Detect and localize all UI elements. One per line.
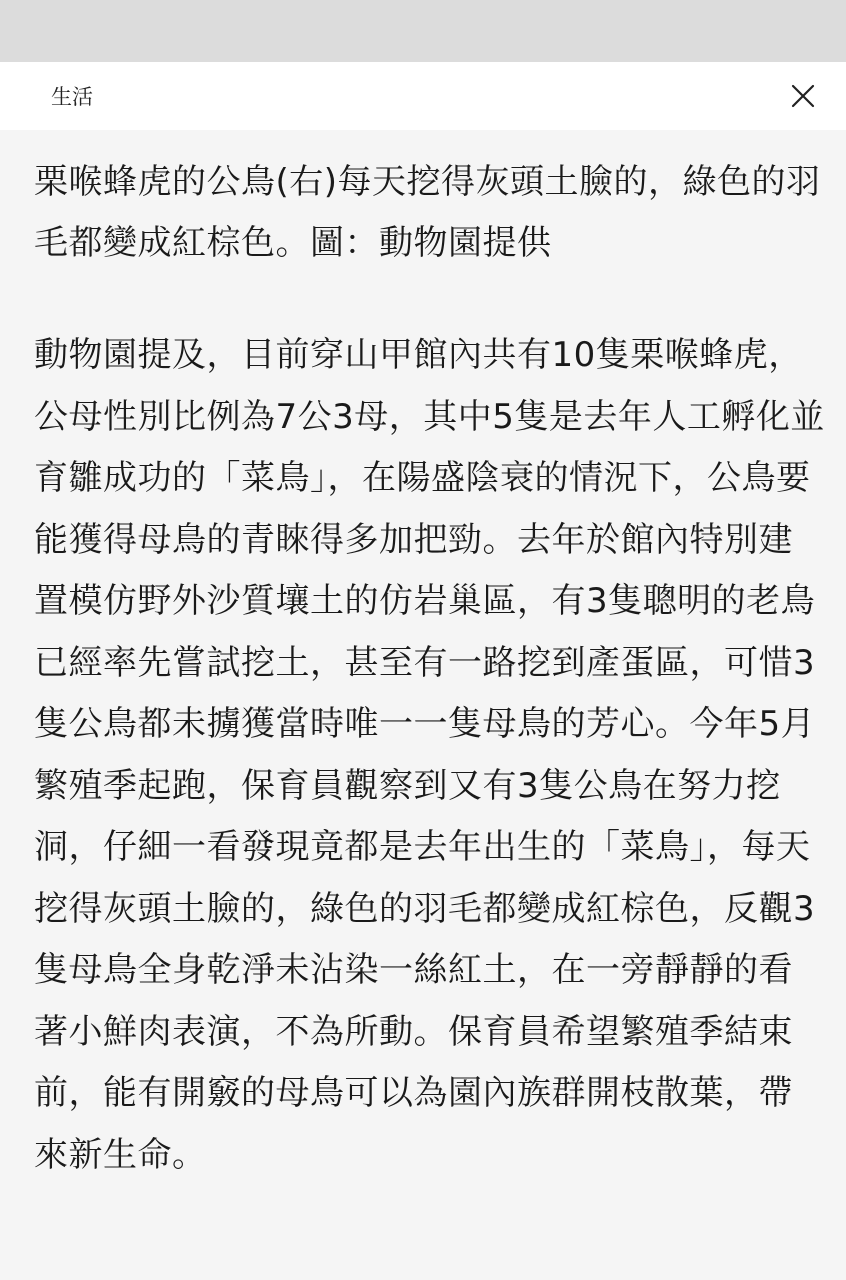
section-title: 生活 xyxy=(51,85,93,109)
status-bar-area xyxy=(0,0,846,62)
top-bar xyxy=(0,62,846,130)
close-button[interactable] xyxy=(788,81,818,111)
image-caption: 栗喉蜂虎的公鳥(右)每天挖得灰頭土臉的，綠色的羽毛都變成紅棕色。圖：動物園提供 xyxy=(34,162,821,263)
article-content xyxy=(0,130,846,1186)
article-paragraph: 動物園提及，目前穿山甲館內共有10隻栗喉蜂虎，公母性別比例為7公3母，其中5隻是去年人工孵化並育雛成功的「菜鳥」，在陽盛陰衰的情況下，公鳥要能獲得母鳥的青睞得多加把勁。去年於館內特別建置模仿野外沙質壤土的仿岩巢區，有3隻聰明的老鳥已經率先嘗試挖土，甚至有一路挖到產蛋區，可惜3隻公鳥都未擄獲當時唯一一隻母鳥的芳心。今年5月繁殖季起跑，保育員觀察到又有3隻公鳥在努力挖洞，仔細一看發現竟都是去年出生的「菜鳥」，每天挖得灰頭土臉的，綠色的羽毛都變成紅棕色，反觀3隻母鳥全身乾淨未沾染一絲紅土，在一旁靜靜的看著小鮮肉表演，不為所動。保育員希望繁殖季結束前，能有開竅的母鳥可以為園內族群開枝散葉，帶來新生命。 xyxy=(34,335,825,1175)
close-icon xyxy=(791,84,815,108)
